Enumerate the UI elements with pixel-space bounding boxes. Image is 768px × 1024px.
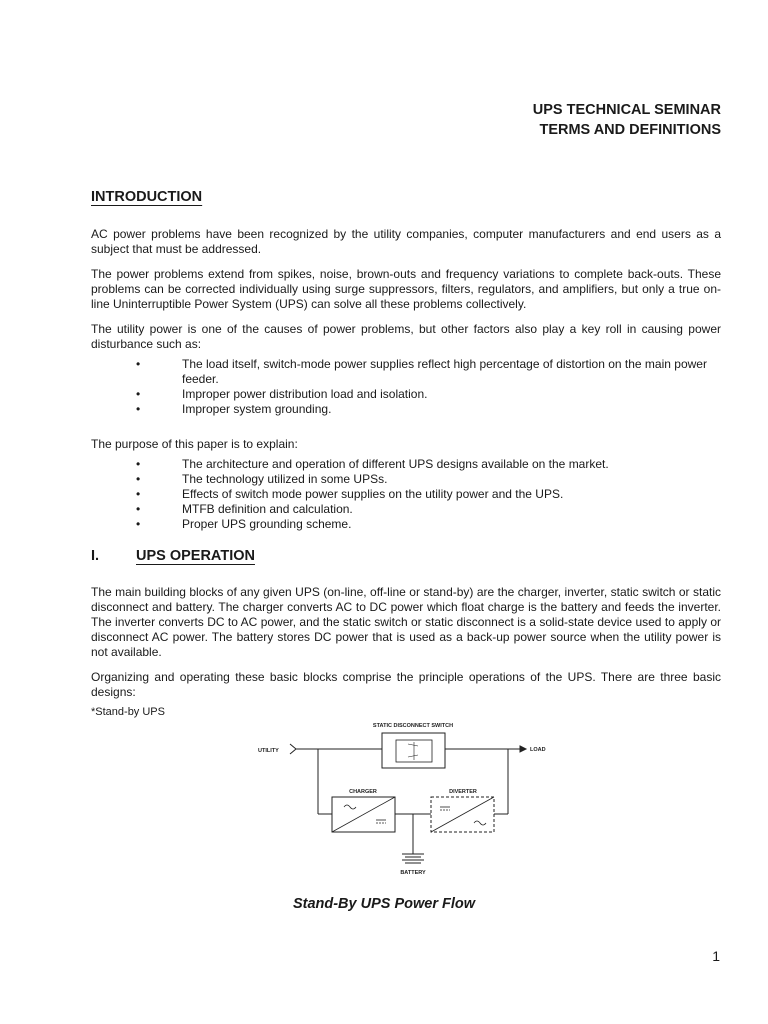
bullet-icon: • xyxy=(136,387,141,401)
section-number: I. xyxy=(91,548,100,564)
header-line-2: TERMS AND DEFINITIONS xyxy=(539,122,721,138)
standby-subheading: *Stand-by UPS xyxy=(91,706,165,718)
operation-paragraph-2: Organizing and operating these basic blocks comprise the principle operations of the UPS. There are three basic designs: xyxy=(91,670,721,699)
battery-symbol xyxy=(402,814,424,863)
utility-input-icon xyxy=(290,744,296,754)
list-item xyxy=(91,472,721,487)
diverter-block xyxy=(431,797,494,832)
bullet-icon: • xyxy=(136,457,141,471)
load-arrow-icon xyxy=(520,746,526,752)
diagram-caption: Stand-By UPS Power Flow xyxy=(292,896,476,912)
charger-label: CHARGER xyxy=(349,789,377,795)
list-item xyxy=(91,487,721,502)
list-item-text: Effects of switch mode power supplies on the utility power and the UPS. xyxy=(182,487,564,501)
document-header xyxy=(533,100,721,140)
utility-label: UTILITY xyxy=(258,748,279,754)
list-item xyxy=(91,502,721,517)
causes-list xyxy=(91,357,721,417)
standby-ups-diagram xyxy=(250,716,550,880)
list-item-text: Proper UPS grounding scheme. xyxy=(182,517,352,531)
list-item-text: The technology utilized in some UPSs. xyxy=(182,472,388,486)
intro-paragraph-2: The power problems extend from spikes, noise, brown-outs and frequency variations to complete back-outs. These problems can be corrected individually using surge suppressors, filters, regulators, and amplifiers, but only a true on-line Uninterruptible Power System (UPS) can solve all these problems collectively. xyxy=(91,267,721,311)
list-item xyxy=(91,357,721,387)
bullet-icon: • xyxy=(136,487,141,501)
bullet-icon: • xyxy=(136,357,141,371)
list-item-text: MTFB definition and calculation. xyxy=(182,502,353,516)
list-item xyxy=(91,402,721,417)
list-item-text: Improper power distribution load and isolation. xyxy=(182,387,428,401)
battery-label: BATTERY xyxy=(400,870,426,876)
ups-operation-heading xyxy=(91,548,255,564)
list-item xyxy=(91,387,721,402)
section-title: UPS OPERATION xyxy=(136,548,255,564)
list-item-text: Improper system grounding. xyxy=(182,402,332,416)
static-switch-label: STATIC DISCONNECT SWITCH xyxy=(372,723,454,729)
list-item-text: The load itself, switch-mode power supplies reflect high percentage of distortion on the main power feeder. xyxy=(182,357,707,386)
header-line-1: UPS TECHNICAL SEMINAR xyxy=(532,102,721,118)
introduction-heading: INTRODUCTION xyxy=(91,189,203,205)
static-switch-block xyxy=(382,733,445,768)
list-item-text: The architecture and operation of different UPS designs available on the market. xyxy=(182,457,609,471)
list-item xyxy=(91,517,721,532)
bullet-icon: • xyxy=(136,402,141,416)
intro-paragraph-3: The utility power is one of the causes of power problems, but other factors also play a key roll in causing power disturbance such as: xyxy=(91,322,721,351)
page-number: 1 xyxy=(712,948,720,964)
diverter-label: DIVERTER xyxy=(449,789,477,795)
bullet-icon: • xyxy=(136,472,141,486)
list-item xyxy=(91,457,721,472)
charger-block xyxy=(332,797,395,832)
intro-paragraph-1: AC power problems have been recognized by the utility companies, computer manufacturers and end users as a subject that must be addressed. xyxy=(91,227,721,256)
intro-paragraph-4: The purpose of this paper is to explain: xyxy=(91,437,298,451)
bullet-icon: • xyxy=(136,517,141,531)
load-label: LOAD xyxy=(530,747,546,753)
operation-paragraph-1: The main building blocks of any given UPS (on-line, off-line or stand-by) are the charger, inverter, static switch or static disconnect and battery. The charger converts AC to DC power which float charge is the battery and feeds the inverter. The inverter converts DC to AC power, and the static switch or static disconnect is a solid-state device used to apply or disconnect AC power. The battery stores DC power that is used as a back-up power source when the utility power is not available. xyxy=(91,585,721,659)
bullet-icon: • xyxy=(136,502,141,516)
purpose-list xyxy=(91,457,721,532)
